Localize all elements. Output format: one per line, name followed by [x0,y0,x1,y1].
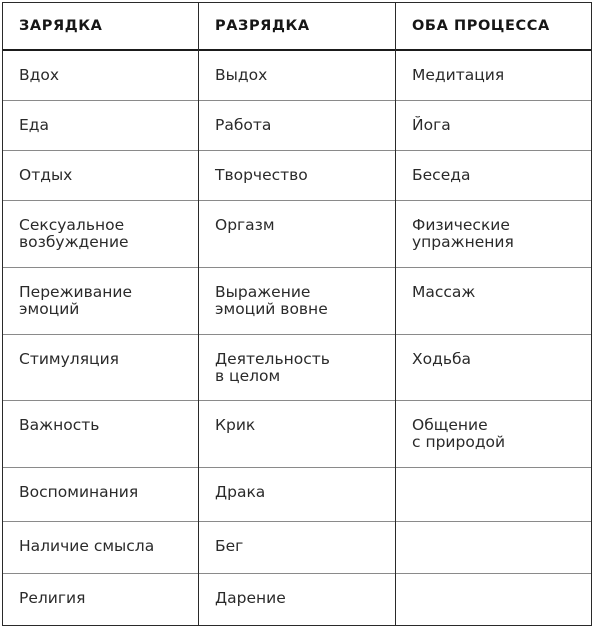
column-divider [198,3,199,625]
table-row [3,335,591,401]
cell-both: Йога [412,116,451,134]
header-discharging: РАЗРЯДКА [215,18,310,34]
table-header [3,3,591,51]
cell-charging: Переживание эмоций [19,283,132,318]
cell-both: Ходьба [412,350,472,368]
table-row [3,151,591,201]
cell-charging: Стимуляция [19,350,119,368]
header-both-processes: ОБА ПРОЦЕССА [412,18,550,34]
cell-both: Беседа [412,166,471,184]
cell-discharging: Дарение [215,589,286,607]
cell-both: Общение с природой [412,416,506,451]
cell-both [396,574,591,625]
cell-discharging: Работа [215,116,272,134]
cell-both: Массаж [412,283,476,301]
cell-charging: Важность [19,416,100,434]
cell-discharging: Бег [215,537,244,555]
cell-both [396,468,591,521]
table-row [3,574,591,625]
cell-charging: Еда [19,116,50,134]
cell-charging: Религия [19,589,86,607]
table-row [3,522,591,574]
cell-discharging: Драка [215,483,266,501]
cell-both: Медитация [412,66,505,84]
cell-discharging: Выражение эмоций вовне [215,283,328,318]
cell-discharging: Деятельность в целом [215,350,330,385]
cell-discharging: Оргазм [215,216,275,234]
header-charging: ЗАРЯДКА [19,18,103,34]
cell-both [396,522,591,573]
table-row [3,51,591,101]
cell-discharging: Выдох [215,66,268,84]
cell-charging: Сексуальное возбуждение [19,216,129,251]
comparison-table [2,2,592,626]
cell-both: Физические упражнения [412,216,514,251]
table-row [3,201,591,268]
cell-discharging: Крик [215,416,256,434]
cell-charging: Воспоминания [19,483,139,501]
cell-charging: Наличие смысла [19,537,155,555]
table-row [3,101,591,151]
column-divider [395,3,396,625]
table-row [3,468,591,522]
table-row [3,268,591,335]
table-row [3,401,591,468]
cell-charging: Отдых [19,166,73,184]
cell-discharging: Творчество [215,166,308,184]
cell-charging: Вдох [19,66,60,84]
